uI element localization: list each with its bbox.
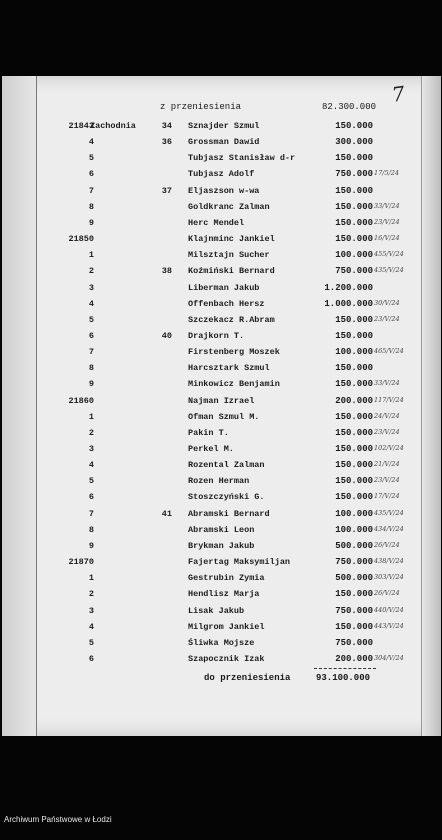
- amount-value: 100.000: [335, 525, 373, 535]
- row-number: 6: [88, 169, 94, 179]
- row-number: 1: [88, 412, 94, 422]
- table-row: [0, 379, 442, 395]
- amount-value: 500.000: [335, 541, 373, 551]
- row-number: 7: [88, 509, 94, 519]
- handwritten-note: 23/V/24: [374, 476, 400, 484]
- row-number: 9: [88, 541, 94, 551]
- house-number: 40: [161, 331, 172, 341]
- row-number: 21850: [68, 234, 94, 244]
- row-number: 7: [88, 186, 94, 196]
- person-name: Drajkorn T.: [188, 331, 245, 341]
- amount-value: 150.000: [335, 444, 373, 454]
- row-number: 9: [88, 218, 94, 228]
- person-name: Stoszczyński G.: [188, 492, 265, 502]
- amount-value: 150.000: [335, 379, 373, 389]
- person-name: Tubjasz Adolf: [188, 169, 255, 179]
- row-number: 4: [88, 299, 94, 309]
- handwritten-note: 434/V/24: [374, 525, 404, 533]
- table-row: [0, 137, 442, 153]
- row-number: 6: [88, 654, 94, 664]
- person-name: Liberman Jakub: [188, 283, 260, 293]
- handwritten-note: 303/V/24: [374, 573, 404, 581]
- house-number: 37: [161, 186, 172, 196]
- person-name: Rozen Herman: [188, 476, 250, 486]
- row-number: 3: [88, 283, 94, 293]
- amount-value: 150.000: [335, 589, 373, 599]
- row-number: 7: [88, 347, 94, 357]
- amount-value: 750.000: [335, 266, 373, 276]
- handwritten-note: 465/V/24: [374, 347, 404, 355]
- row-number: 6: [88, 492, 94, 502]
- row-number: 21843: [68, 121, 94, 131]
- table-row: [0, 299, 442, 315]
- house-number: 38: [161, 266, 172, 276]
- person-name: Klajnminc Jankiel: [188, 234, 275, 244]
- table-row: [0, 460, 442, 476]
- amount-value: 150.000: [335, 428, 373, 438]
- amount-value: 150.000: [335, 218, 373, 228]
- handwritten-note: 33/V/24: [374, 379, 400, 387]
- amount-value: 150.000: [335, 622, 373, 632]
- table-row: [0, 525, 442, 541]
- total-divider: [314, 668, 376, 669]
- handwritten-note: 443/V/24: [374, 622, 404, 630]
- person-name: Abramski Bernard: [188, 509, 270, 519]
- amount-value: 750.000: [335, 638, 373, 648]
- person-name: Grossman Dawid: [188, 137, 260, 147]
- table-row: [0, 363, 442, 379]
- table-row: [0, 186, 442, 202]
- amount-value: 200.000: [335, 396, 373, 406]
- person-name: Herc Mendel: [188, 218, 245, 228]
- person-name: Hendlisz Marja: [188, 589, 260, 599]
- handwritten-note: 435/V/24: [374, 509, 404, 517]
- table-row: [0, 573, 442, 589]
- table-row: [0, 153, 442, 169]
- row-number: 8: [88, 525, 94, 535]
- row-number: 6: [88, 331, 94, 341]
- table-row: [0, 492, 442, 508]
- table-row: [0, 444, 442, 460]
- handwritten-note: 440/V/24: [374, 606, 404, 614]
- handwritten-note: 21/V/24: [374, 460, 400, 468]
- handwritten-note: 455/V/24: [374, 250, 404, 258]
- table-row: [0, 557, 442, 573]
- person-name: Abramski Leon: [188, 525, 255, 535]
- person-name: Śliwka Mojsze: [188, 638, 255, 648]
- amount-value: 150.000: [335, 363, 373, 373]
- amount-value: 150.000: [335, 476, 373, 486]
- person-name: Koźmiński Bernard: [188, 266, 275, 276]
- handwritten-note: 304/V/24: [374, 654, 404, 662]
- row-number: 4: [88, 622, 94, 632]
- amount-value: 150.000: [335, 234, 373, 244]
- row-number: 3: [88, 606, 94, 616]
- table-row: [0, 638, 442, 654]
- row-number: 5: [88, 638, 94, 648]
- house-number: 36: [161, 137, 172, 147]
- row-number: 3: [88, 444, 94, 454]
- carried-forward-label: z przeniesienia: [160, 102, 242, 112]
- handwritten-note: 438/V/24: [374, 557, 404, 565]
- person-name: Harcsztark Szmul: [188, 363, 270, 373]
- row-number: 2: [88, 266, 94, 276]
- person-name: Milgrom Jankiel: [188, 622, 265, 632]
- table-row: [0, 428, 442, 444]
- handwritten-note: 23/V/24: [374, 218, 400, 226]
- person-name: Firstenberg Moszek: [188, 347, 280, 357]
- person-name: Tubjasz Stanisław d-r: [188, 153, 296, 163]
- handwritten-note: 23/V/24: [374, 315, 400, 323]
- handwritten-note: 26/V/24: [374, 541, 400, 549]
- person-name: Eljaszson w-wa: [188, 186, 260, 196]
- handwritten-note: 30/V/24: [374, 299, 400, 307]
- handwritten-note: 23/V/24: [374, 428, 400, 436]
- handwritten-note: 102/V/24: [374, 444, 404, 452]
- amount-value: 750.000: [335, 169, 373, 179]
- amount-value: 150.000: [335, 153, 373, 163]
- row-number: 2: [88, 589, 94, 599]
- table-row: [0, 347, 442, 363]
- amount-value: 150.000: [335, 492, 373, 502]
- table-row: [0, 476, 442, 492]
- row-number: 1: [88, 250, 94, 260]
- table-row: [0, 266, 442, 282]
- table-row: [0, 169, 442, 185]
- table-row: [0, 412, 442, 428]
- row-number: 5: [88, 315, 94, 325]
- carry-over-label: do przeniesienia: [204, 673, 291, 683]
- carry-over-amount: 93.100.000: [316, 673, 371, 683]
- amount-value: 200.000: [335, 654, 373, 664]
- person-name: Szczekacz R.Abram: [188, 315, 275, 325]
- amount-value: 300.000: [335, 137, 373, 147]
- amount-value: 150.000: [335, 331, 373, 341]
- amount-value: 500.000: [335, 573, 373, 583]
- amount-value: 150.000: [335, 186, 373, 196]
- handwritten-note: 117/V/24: [374, 396, 404, 404]
- person-name: Najman Izrael: [188, 396, 255, 406]
- person-name: Lisak Jakub: [188, 606, 245, 616]
- table-row: [0, 541, 442, 557]
- house-number: 41: [161, 509, 172, 519]
- table-row: [0, 509, 442, 525]
- amount-value: 100.000: [335, 509, 373, 519]
- row-number: 4: [88, 460, 94, 470]
- archive-footer: Archiwum Państwowe w Łodzi: [4, 815, 112, 824]
- amount-value: 150.000: [335, 460, 373, 470]
- row-number: 4: [88, 137, 94, 147]
- amount-value: 750.000: [335, 606, 373, 616]
- amount-value: 1.000.000: [324, 299, 373, 309]
- table-row: [0, 234, 442, 250]
- person-name: Sznajder Szmul: [188, 121, 260, 131]
- person-name: Rozental Zalman: [188, 460, 265, 470]
- amount-value: 1.200.000: [324, 283, 373, 293]
- table-row: [0, 396, 442, 412]
- row-number: 8: [88, 202, 94, 212]
- row-number: 21870: [68, 557, 94, 567]
- person-name: Brykman Jakub: [188, 541, 255, 551]
- person-name: Milsztajn Sucher: [188, 250, 270, 260]
- handwritten-note: 17/V/24: [374, 492, 400, 500]
- person-name: Offenbach Hersz: [188, 299, 265, 309]
- table-row: [0, 202, 442, 218]
- street-name: Zachodnia: [90, 121, 136, 131]
- handwritten-note: 17/5/24: [374, 169, 400, 177]
- person-name: Gestrubin Zymia: [188, 573, 265, 583]
- person-name: Goldkranc Zalman: [188, 202, 270, 212]
- amount-value: 150.000: [335, 121, 373, 131]
- table-row: [0, 606, 442, 622]
- amount-value: 100.000: [335, 250, 373, 260]
- amount-value: 150.000: [335, 202, 373, 212]
- person-name: Fajertag Maksymiljan: [188, 557, 291, 567]
- house-number: 34: [161, 121, 172, 131]
- person-name: Ofman Szmul M.: [188, 412, 260, 422]
- table-row: [0, 589, 442, 605]
- amount-value: 150.000: [335, 315, 373, 325]
- handwritten-note: 24/V/24: [374, 412, 400, 420]
- row-number: 1: [88, 573, 94, 583]
- person-name: Perkel M.: [188, 444, 234, 454]
- table-row: [0, 622, 442, 638]
- page-number: 7: [390, 81, 407, 107]
- table-row: [0, 331, 442, 347]
- handwritten-note: 435/V/24: [374, 266, 404, 274]
- table-row: [0, 315, 442, 331]
- row-number: 9: [88, 379, 94, 389]
- amount-value: 150.000: [335, 412, 373, 422]
- table-row: [0, 283, 442, 299]
- carried-forward-amount: 82.300.000: [322, 102, 377, 112]
- amount-value: 100.000: [335, 347, 373, 357]
- row-number: 2: [88, 428, 94, 438]
- person-name: Pakin T.: [188, 428, 229, 438]
- table-row: [0, 250, 442, 266]
- row-number: 5: [88, 476, 94, 486]
- person-name: Szapocznik Izak: [188, 654, 265, 664]
- handwritten-note: 16/V/24: [374, 234, 400, 242]
- amount-value: 750.000: [335, 557, 373, 567]
- row-number: 5: [88, 153, 94, 163]
- handwritten-note: 26/V/24: [374, 589, 400, 597]
- row-number: 21860: [68, 396, 94, 406]
- row-number: 8: [88, 363, 94, 373]
- handwritten-note: 33/V/24: [374, 202, 400, 210]
- table-row: [0, 121, 442, 137]
- table-row: [0, 218, 442, 234]
- person-name: Minkowicz Benjamin: [188, 379, 280, 389]
